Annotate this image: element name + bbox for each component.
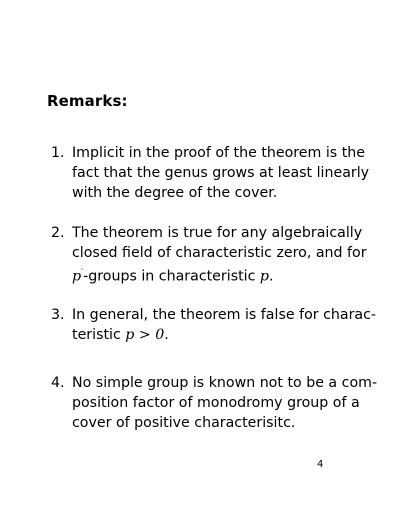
remark-line: cover of positive characterisitc. — [72, 415, 296, 431]
remark-line: In general, the theorem is false for charac- — [72, 307, 377, 323]
remark-line — [72, 325, 371, 345]
remark-number: 2. — [51, 225, 65, 241]
remark-number: 3. — [51, 307, 65, 323]
remark-line: Implicit in the proof of the theorem is the — [72, 145, 365, 161]
math-p: p — [259, 268, 269, 285]
remark-line: position factor of monodromy group of a — [72, 395, 360, 411]
remarks-heading: Remarks: — [47, 92, 128, 110]
remark-line: with the degree of the cover. — [72, 185, 278, 201]
math-prime: ′ — [81, 268, 84, 278]
remark-line — [72, 263, 371, 287]
math-inequality: p > 0 — [125, 327, 165, 343]
remark-line: fact that the genus grows at least linearly — [72, 165, 370, 181]
remark-line: The theorem is true for any algebraically — [72, 225, 363, 241]
remark-number: 4. — [51, 375, 65, 391]
remark-text: -groups in characteristic — [83, 268, 260, 285]
remark-text: teristic — [72, 327, 126, 343]
remark-1 — [51, 143, 371, 203]
math-p: p — [72, 268, 82, 285]
remark-line: closed field of characteristic zero, and for — [72, 245, 367, 261]
remark-3 — [51, 305, 377, 345]
remark-4 — [51, 373, 378, 433]
remark-line: No simple group is known not to be a com- — [72, 375, 378, 391]
remark-2 — [51, 223, 371, 287]
page-number: 4 — [317, 459, 324, 470]
remark-text: . — [269, 268, 274, 285]
remark-number: 1. — [51, 145, 65, 161]
remark-text: . — [164, 327, 169, 343]
